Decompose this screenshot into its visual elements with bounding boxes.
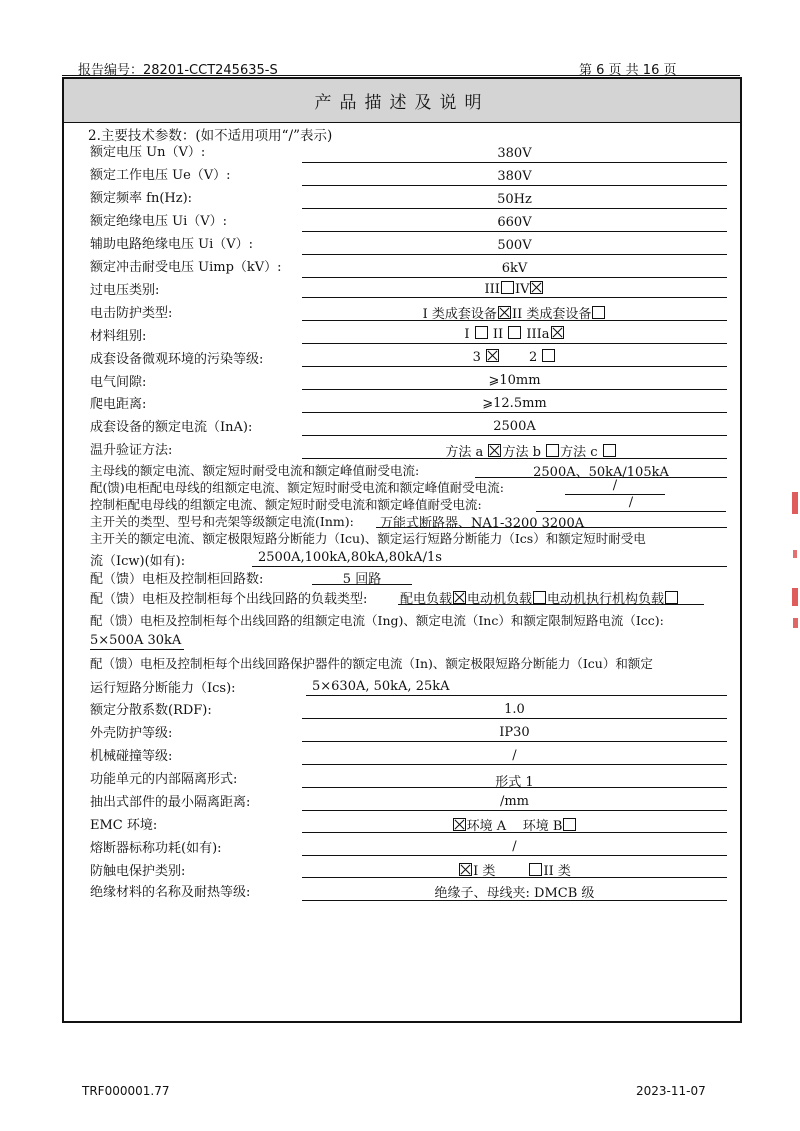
intro-text: 2.主要技术参数：(如不适用项用“/”表示) (88, 128, 333, 144)
main-switch-type-label: 主开关的类型、型号和壳架等级额定电流(Inm): (90, 514, 354, 529)
shock-protection-label: 电击防护类型: (90, 306, 173, 321)
class-i-assembly-label: I 类成套设备 (422, 307, 497, 322)
temp-rise-method-line (302, 458, 727, 459)
min-isolation-distance-line (302, 810, 727, 811)
material-group-line (302, 343, 727, 344)
circuit-count-value: 5 回路 (342, 572, 382, 587)
creepage-line (302, 412, 727, 413)
clearance-label: 电气间隙: (90, 375, 147, 390)
environment-a-label: 环境 A (466, 819, 507, 834)
diversity-factor-value: 1.0 (504, 702, 525, 717)
ip-degree-value: IP30 (499, 725, 530, 740)
fuse-power-value: / (512, 839, 517, 854)
main-switch-type-value: 万能式断路器、NA1-3200 3200A (380, 516, 585, 531)
pollution-2-checkbox[interactable] (542, 349, 555, 362)
impact-level-line (302, 764, 727, 765)
overvoltage-category-options (302, 281, 727, 297)
min-isolation-distance-value: /mm (499, 794, 530, 809)
material-group-label: 材料组别: (90, 329, 147, 344)
material-iiia-label: IIIa (526, 327, 550, 342)
method-c-label: 方法 c (560, 445, 598, 460)
overvoltage-iii-label: III (484, 282, 500, 297)
header-rule (62, 75, 740, 76)
rated-insulation-voltage-line (302, 231, 727, 232)
footer-date: 2023-11-07 (636, 1084, 706, 1098)
protective-device-value: 5×630A, 50kA, 25kA (312, 679, 450, 694)
group-rated-current-line (90, 649, 184, 650)
page-info: 第 6 页 共 16 页 (579, 63, 677, 78)
distribution-busbar-label: 配(馈)电柜配电母线的组额定电流、额定短时耐受电流和额定峰值耐受电流: (90, 480, 504, 495)
circuit-count-line (312, 584, 412, 585)
group-rated-current-value: 5×500A 30kA (90, 633, 182, 648)
method-a-label: 方法 a (445, 445, 484, 460)
aux-insulation-voltage-label: 辅助电路绝缘电压 Ui（V）: (90, 237, 254, 252)
impact-level-label: 机械碰撞等级: (90, 749, 173, 764)
class-ii-label: II 类 (543, 864, 571, 879)
rated-current-value: 2500A (493, 419, 536, 434)
group-rated-current-label: 配（馈）电柜及控制柜每个出线回路的组额定电流（Ing)、额定电流（Inc）和额定限制短路电流（Icc): (90, 613, 664, 628)
load-type-label: 配（馈）电柜及控制柜每个出线回路的负载类型: (90, 592, 368, 607)
fuse-power-line (302, 855, 727, 856)
rated-voltage-line (302, 162, 727, 163)
material-group-options (302, 326, 727, 342)
impact-level-value: / (512, 748, 517, 763)
protective-device-line (306, 695, 727, 696)
pollution-2-label: 2 (528, 350, 538, 365)
aux-insulation-voltage-line (302, 254, 727, 255)
protective-device-label-2: 运行短路分断能力（Ics): (90, 681, 236, 696)
rated-insulation-voltage-label: 额定绝缘电压 Ui（V）: (90, 214, 228, 229)
pollution-degree-line (302, 366, 727, 367)
control-busbar-value: / (628, 495, 634, 510)
form-number: TRF000001.77 (82, 1084, 170, 1098)
class-i-label: I 类 (473, 864, 496, 879)
ip-degree-line (302, 741, 727, 742)
class-ii-assembly-checkbox[interactable] (592, 306, 605, 319)
rated-current-line (302, 435, 727, 436)
main-switch-ratings-label-2: 流（Icw)(如有): (90, 554, 186, 569)
method-c-checkbox[interactable] (603, 444, 616, 457)
report-number: 报告编号：28201-CCT245635-S (78, 63, 278, 78)
control-busbar-label: 控制柜配电母线的组额定电流、额定短时耐受电流和额定峰值耐受电流: (90, 497, 482, 512)
rated-voltage-value: 380V (497, 146, 532, 161)
impulse-voltage-line (302, 277, 727, 278)
impulse-voltage-value: 6kV (501, 261, 528, 276)
class-i-assembly-checkbox[interactable] (498, 306, 511, 319)
clearance-value: ⩾10mm (488, 373, 541, 388)
pollution-degree-options (302, 349, 727, 365)
main-switch-ratings-label-1: 主开关的额定电流、额定极限短路分断能力（Icu)、额定运行短路分断能力（Ics）和额定短时耐受电 (90, 531, 646, 546)
main-busbar-label: 主母线的额定电流、额定短时耐受电流和额定峰值耐受电流: (90, 463, 420, 478)
environment-a-checkbox[interactable] (453, 818, 466, 831)
motor-load-checkbox[interactable] (533, 591, 546, 604)
class-ii-assembly-label: II 类成套设备 (511, 307, 592, 322)
load-type-line (398, 604, 704, 605)
rated-voltage-label: 额定电压 Un（V）: (90, 145, 206, 160)
rated-frequency-label: 额定频率 fn(Hz): (90, 191, 193, 206)
overvoltage-iv-label: IV (514, 282, 530, 297)
overvoltage-category-label: 过电压类别: (90, 283, 160, 298)
pollution-3-checkbox[interactable] (486, 349, 499, 362)
actuator-load-checkbox[interactable] (665, 591, 678, 604)
main-switch-ratings-line (252, 566, 727, 567)
fuse-power-label: 熔断器标称功耗(如有): (90, 841, 222, 856)
insulation-material-value: 绝缘子、母线夹: DMCB 级 (434, 886, 595, 901)
separation-form-value: 形式 1 (495, 775, 534, 790)
distribution-load-checkbox[interactable] (453, 591, 466, 604)
material-ii-checkbox[interactable] (508, 326, 521, 339)
rated-operating-voltage-line (302, 185, 727, 186)
rated-frequency-value: 50Hz (497, 192, 532, 207)
creepage-value: ⩾12.5mm (482, 396, 547, 411)
overvoltage-iv-checkbox[interactable] (530, 281, 543, 294)
method-a-checkbox[interactable] (488, 444, 501, 457)
diversity-factor-label: 额定分散系数(RDF): (90, 703, 212, 718)
circuit-count-label: 配（馈）电柜及控制柜回路数: (90, 572, 264, 587)
rated-frequency-line (302, 208, 727, 209)
class-i-checkbox[interactable] (459, 863, 472, 876)
environment-b-checkbox[interactable] (563, 818, 576, 831)
pollution-3-label: 3 (472, 350, 481, 365)
method-b-checkbox[interactable] (546, 444, 559, 457)
emc-line (302, 832, 727, 833)
min-isolation-distance-label: 抽出式部件的最小隔离距离: (90, 795, 251, 810)
shock-protection-class-line (302, 877, 727, 878)
separation-form-label: 功能单元的内部隔离形式: (90, 772, 238, 787)
rated-current-label: 成套设备的额定电流（InA): (90, 420, 253, 435)
insulation-material-line (302, 900, 727, 901)
rated-operating-voltage-label: 额定工作电压 Ue（V）: (90, 168, 231, 183)
overvoltage-category-line (302, 297, 727, 298)
material-i-label: I (464, 327, 470, 342)
separation-form-line (302, 787, 727, 788)
section-title: 产品描述及说明 (314, 93, 490, 113)
rated-insulation-voltage-value: 660V (497, 215, 532, 230)
motor-load-label: 电动机负载 (467, 592, 533, 607)
temp-rise-method-label: 温升验证方法: (90, 443, 173, 458)
overvoltage-iii-checkbox[interactable] (501, 281, 514, 294)
impulse-voltage-label: 额定冲击耐受电压 Uimp（kV）: (90, 260, 282, 275)
rated-operating-voltage-value: 380V (497, 169, 532, 184)
aux-insulation-voltage-value: 500V (497, 238, 532, 253)
ip-degree-label: 外壳防护等级: (90, 726, 173, 741)
protective-device-label-1: 配（馈）电柜及控制柜每个出线回路保护器件的额定电流（In)、额定极限短路分断能力（Icu）和额定 (90, 656, 653, 671)
main-busbar-value: 2500A、50kA/105kA (533, 465, 669, 480)
class-ii-checkbox[interactable] (529, 863, 542, 876)
diversity-factor-line (302, 718, 727, 719)
environment-b-label: 环境 B (522, 819, 563, 834)
material-ii-label: II (492, 327, 504, 342)
material-i-checkbox[interactable] (475, 326, 488, 339)
distribution-load-label: 配电负载 (400, 592, 453, 607)
method-b-label: 方法 b (502, 445, 541, 460)
insulation-material-label: 绝缘材料的名称及耐热等级: (90, 885, 251, 900)
material-iiia-checkbox[interactable] (551, 326, 564, 339)
stamp-edge-mark (790, 490, 800, 640)
shock-protection-line (302, 320, 727, 321)
creepage-label: 爬电距离: (90, 397, 147, 412)
actuator-load-label: 电动机执行机构负载 (547, 592, 665, 607)
shock-protection-class-label: 防触电保护类别: (90, 864, 186, 879)
clearance-line (302, 389, 727, 390)
emc-label: EMC 环境: (90, 818, 158, 833)
pollution-degree-label: 成套设备微观环境的污染等级: (90, 352, 264, 367)
main-switch-type-line (376, 527, 727, 528)
distribution-busbar-value: / (612, 478, 618, 493)
main-switch-ratings-value: 2500A,100kA,80kA,80kA/1s (258, 550, 442, 565)
